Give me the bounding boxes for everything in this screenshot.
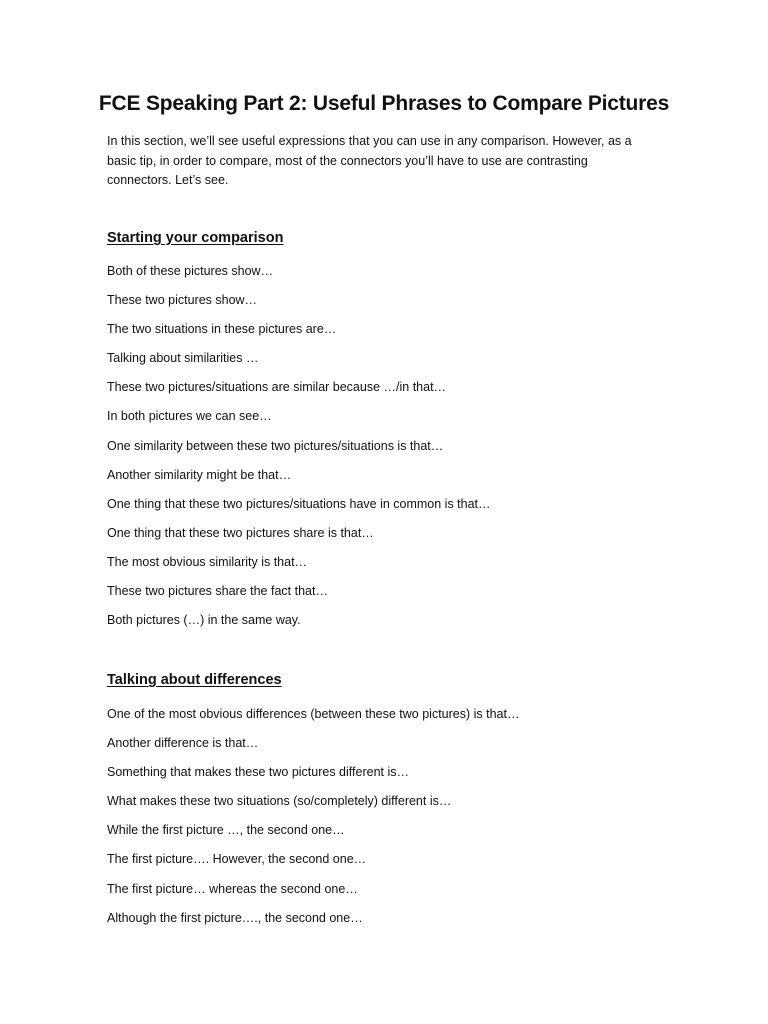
phrase-item: One similarity between these two pictures/situations is that… [107,438,444,453]
phrase-item: The most obvious similarity is that… [107,554,308,569]
phrase-item: Both pictures (…) in the same way. [107,613,301,628]
phrase-item: What makes these two situations (so/completely) different is… [107,794,452,809]
phrase-item: Both of these pictures show… [107,264,274,278]
phrase-item: The first picture…. However, the second one… [107,852,367,867]
phrase-item: While the first picture …, the second one… [107,823,345,838]
phrase-item: Talking about similarities … [107,351,259,366]
phrase-item: The two situations in these pictures are… [107,322,337,337]
phrase-list-starting-comparison [107,263,667,641]
intro-paragraph: In this section, we’ll see useful expressions that you can use in any comparison. However, as a basic tip, in order to compare, most of the connectors you’ll have to use are contrasting connectors. Let’s see. [107,134,632,187]
phrase-item: Another similarity might be that… [107,467,292,482]
section-heading-differences: Talking about differences [107,672,282,688]
phrase-item: These two pictures show… [107,293,258,308]
phrase-item: Although the first picture…., the second one… [107,910,363,925]
phrase-item: One thing that these two pictures/situations have in common is that… [107,496,491,511]
phrase-item: The first picture… whereas the second one… [107,881,358,896]
phrase-item: These two pictures/situations are similar because …/in that… [107,380,447,395]
phrase-item: Something that makes these two pictures different is… [107,765,410,780]
phrase-item: These two pictures share the fact that… [107,584,328,599]
section-heading-starting-comparison: Starting your comparison [107,230,284,246]
phrase-item: One of the most obvious differences (between these two pictures) is that… [107,707,520,721]
page-title: FCE Speaking Part 2: Useful Phrases to Compare Pictures [98,92,670,115]
phrase-item: One thing that these two pictures share is that… [107,525,374,540]
phrase-list-differences [107,706,667,939]
phrase-item: In both pictures we can see… [107,409,272,424]
phrase-item: Another difference is that… [107,736,259,751]
